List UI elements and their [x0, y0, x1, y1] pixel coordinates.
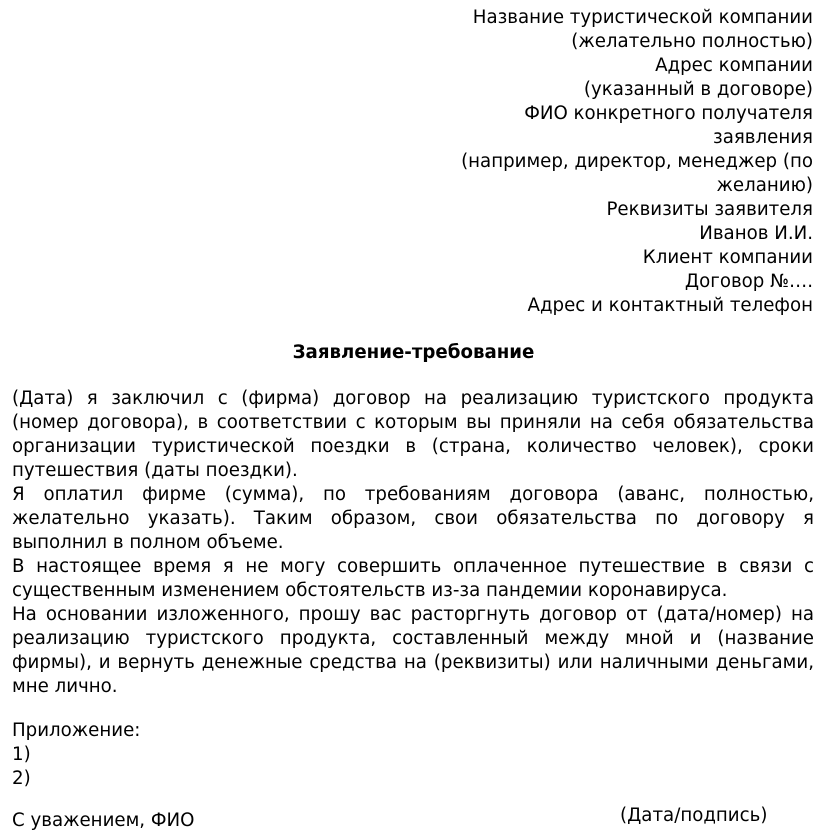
header-line-recipient-example: (например, директор, менеджер (по: [461, 151, 813, 172]
header-line-recipient-example-cont: желанию): [716, 175, 813, 196]
paragraph-contract: (Дата) я заключил с (фирма) договор на реализацию туристского продукта (номер договора), в соответствии с которым вы приняли на себя обязательства организации туристической поездки в (страна, количество человек), сроки путешествия (даты поездки).: [12, 388, 814, 481]
header-line-applicant-details: Реквизиты заявителя: [606, 199, 813, 220]
paragraph-payment: Я оплатил фирме (сумма), по требованиям договора (аванс, полностью, желательно указать). Таким образом, свои обязательства по договору я выполнил в полном объеме.: [12, 484, 814, 553]
header-line-recipient-name: ФИО конкретного получателя: [524, 103, 813, 124]
attachment-item-1: 1): [12, 744, 31, 765]
paragraph-circumstances: В настоящее время я не могу совершить оплаченное путешествие в связи с существенным изменением обстоятельств из-за пандемии коронавируса.: [12, 556, 814, 601]
recipient-sender-block: [413, 6, 813, 318]
closing-regards: С уважением, ФИО: [12, 810, 195, 831]
header-line-company-address: Адрес компании: [655, 55, 813, 76]
header-line-recipient-name-cont: заявления: [713, 127, 813, 148]
document-title: Заявление-требование: [292, 342, 535, 363]
header-line-applicant-name: Иванов И.И.: [699, 223, 813, 244]
document-body: [12, 387, 814, 699]
closing-date-signature: (Дата/подпись): [620, 805, 768, 826]
attachments-heading: Приложение:: [12, 720, 141, 741]
header-line-contract-number: Договор №….: [684, 271, 813, 292]
header-line-address-phone: Адрес и контактный телефон: [527, 295, 813, 316]
header-line-company-name-note: (желательно полностью): [571, 31, 813, 52]
attachments-section: [12, 719, 140, 791]
attachment-item-2: 2): [12, 768, 31, 789]
header-line-client: Клиент компании: [642, 247, 813, 268]
header-line-company-name: Название туристической компании: [472, 7, 813, 28]
header-line-company-address-note: (указанный в договоре): [583, 79, 813, 100]
paragraph-request: На основании изложенного, прошу вас расторгнуть договор от (дата/номер) на реализацию туристского продукта, составленный между мной и (название фирмы), и вернуть денежные средства на (реквизиты) или наличными деньгами, мне лично.: [12, 604, 814, 697]
